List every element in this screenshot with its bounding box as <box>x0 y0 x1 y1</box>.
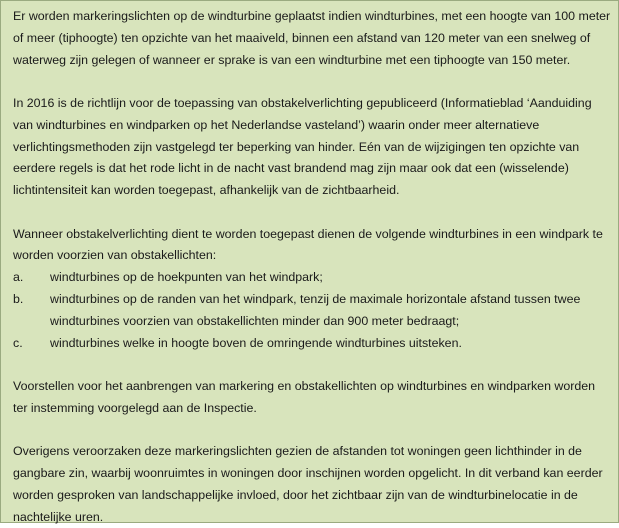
paragraph-marking-lights: Er worden markeringslichten op de windturbine geplaatst indien windturbines, met een hoogte van 100 meter of meer (tiphoogte) ten opzichte van het maaiveld, binnen een afstand van 120 meter van een snelweg of waterweg zijn gelegen of wanneer er sprake is van een windturbine met een tiphoogte van 150 meter. <box>13 9 611 67</box>
paragraph-list-intro: Wanneer obstakelverlichting dient te worden toegepast dienen de volgende windturbines in een windpark te worden voorzien van obstakellichten: <box>13 226 603 263</box>
paragraph-light-nuisance: Overigens veroorzaken deze markeringslichten gezien de afstanden tot woningen geen lichthinder in de gangbare zin, waarbij woonruimtes in woningen door inschijnen worden opgelicht. In dit verband kan eerder worden gesproken van landschappelijke invloed, door het zichtbaar zijn van de windturbinelocatie in de nachtelijke uren. <box>13 444 603 524</box>
list-item <box>13 289 611 333</box>
paragraph-guideline-2016: In 2016 is de richtlijn voor de toepassing van obstakelverlichting gepubliceerd (Informatieblad ‘Aanduiding van windturbines en windparken op het Nederlandse vasteland’) waarin onder meer alternatieve verlichtingsmethoden zijn vastgelegd ter beperking van hinder. Eén van de wijzigingen ten opzichte van eerdere regels is dat het rode licht in de nacht vast brandend mag zijn maar ook dat een (wisselende) lichtintensiteit kan worden toegepast, afhankelijk van de zichtbaarheid. <box>13 95 592 198</box>
list-item <box>13 333 611 355</box>
list-marker: c. <box>13 335 23 350</box>
list-item-text: windturbines op de hoekpunten van het windpark; <box>50 270 323 285</box>
text-content <box>13 6 611 528</box>
list-marker: a. <box>13 270 24 285</box>
list-item-text: windturbines welke in hoogte boven de omringende windturbines uitsteken. <box>50 335 462 350</box>
list-item-text: windturbines op de randen van het windpark, tenzij de maximale horizontale afstand tussen twee windturbines voorzien van obstakellichten minder dan 900 meter bedraagt; <box>50 291 581 328</box>
paragraph-inspection: Voorstellen voor het aanbrengen van markering en obstakellichten op windturbines en windparken worden ter instemming voorgelegd aan de Inspectie. <box>13 378 596 415</box>
list-marker: b. <box>13 291 24 306</box>
turbine-criteria-list <box>13 267 611 354</box>
list-item <box>13 267 611 289</box>
